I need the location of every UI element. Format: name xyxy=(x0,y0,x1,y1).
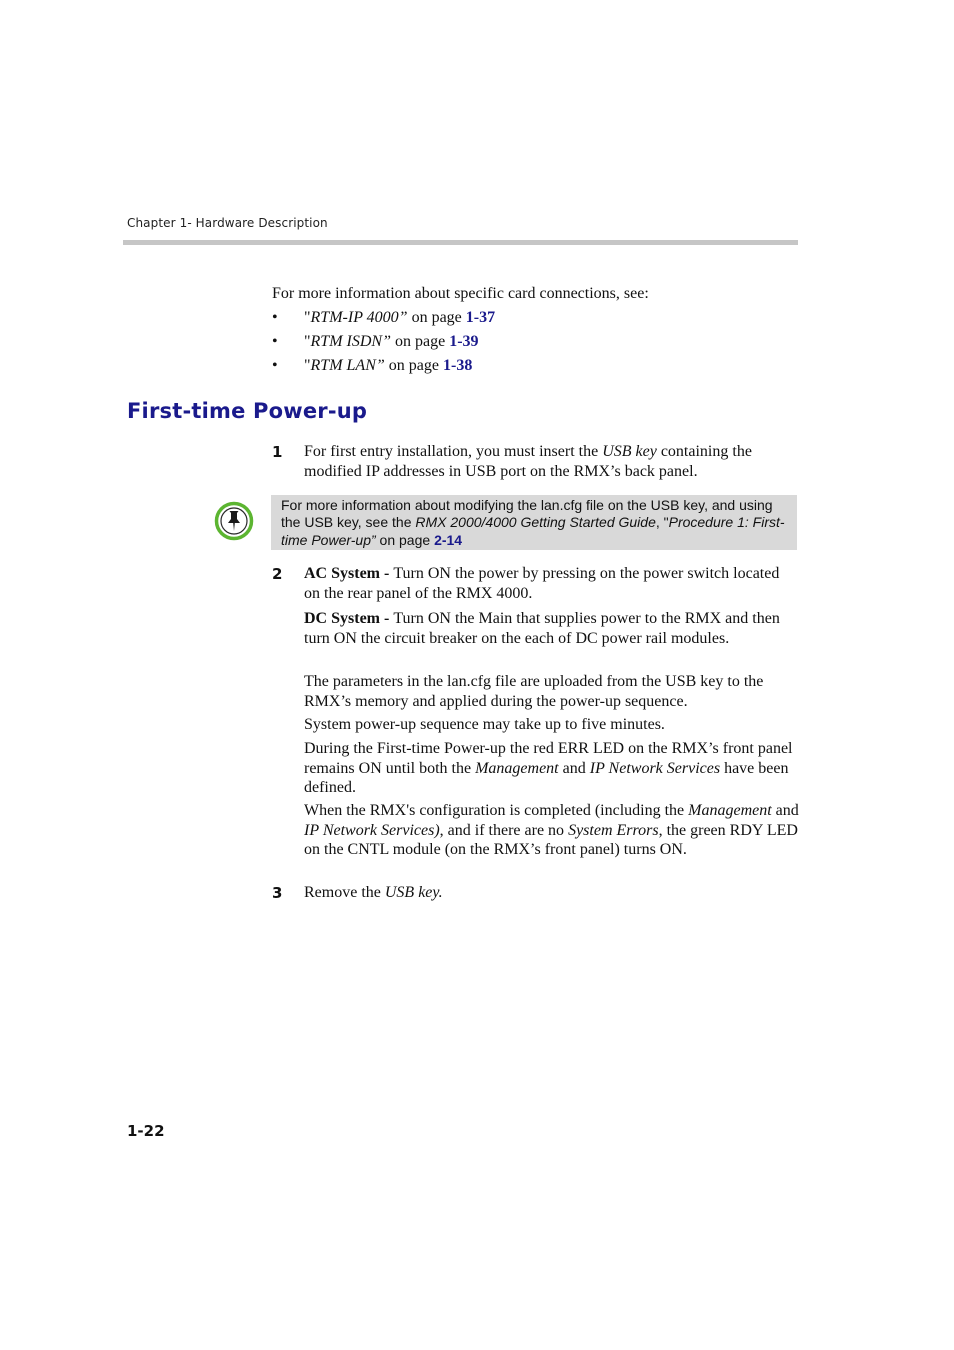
page-link[interactable]: 1-38 xyxy=(442,357,473,374)
bullet: • xyxy=(272,357,278,374)
bullet: • xyxy=(272,333,278,350)
step-3-text: Remove the USB key. xyxy=(304,884,443,901)
ref-title: RTM-IP 4000” xyxy=(310,309,408,326)
section-title: First-time Power-up xyxy=(127,399,368,423)
header-rule xyxy=(123,240,798,245)
note-pin-icon xyxy=(213,500,255,542)
step-2-parameters: The parameters in the lan.cfg file are uploaded from the USB key to the RMX’s memory and applied during the power-up sequence. xyxy=(304,673,764,710)
ref-title: RTM LAN” xyxy=(310,357,385,374)
step-2-err-led: During the First-time Power-up the red ERR LED on the RMX’s front panel remains ON until both the Management and IP Network Services have been defined. xyxy=(304,740,793,796)
step-2-dc: DC System - Turn ON the Main that supplies power to the RMX and then turn ON the circuit breaker on the each of DC power rail modules. xyxy=(304,610,780,647)
page-link[interactable]: 1-39 xyxy=(449,333,479,350)
page-link[interactable]: 2-14 xyxy=(434,531,463,548)
step-1-text: For first entry installation, you must insert the USB key containing the modified IP addresses in USB port on the RMX’s back panel. xyxy=(304,443,752,480)
page-link[interactable]: 1-37 xyxy=(465,309,496,326)
note-text: For more information about modifying the lan.cfg file on the USB key, and using the USB key, see the RMX 2000/4000 Getting Started Guide, "Procedure 1: First-time Power-up” on page 2-14 xyxy=(281,497,785,548)
page-number: 1-22 xyxy=(127,1122,165,1140)
step-number: 2 xyxy=(272,565,283,583)
running-header: Chapter 1- Hardware Description xyxy=(127,216,328,230)
step-2-rdy-led: When the RMX's configuration is completed (including the Management and IP Network Services), and if there are no System Errors, the green RDY LED on the CNTL module (on the RMX’s front panel) turns ON. xyxy=(304,802,799,858)
step-number: 1 xyxy=(272,443,283,461)
step-number: 3 xyxy=(272,884,283,902)
bullet: • xyxy=(272,309,278,326)
step-2-ac: AC System - Turn ON the power by pressing on the power switch located on the rear panel of the RMX 4000. xyxy=(304,565,780,602)
note-box xyxy=(271,495,797,550)
step-2-duration: System power-up sequence may take up to five minutes. xyxy=(304,716,665,733)
ref-title: RTM ISDN” xyxy=(310,333,391,350)
intro-text: For more information about specific card connections, see: xyxy=(272,285,649,302)
